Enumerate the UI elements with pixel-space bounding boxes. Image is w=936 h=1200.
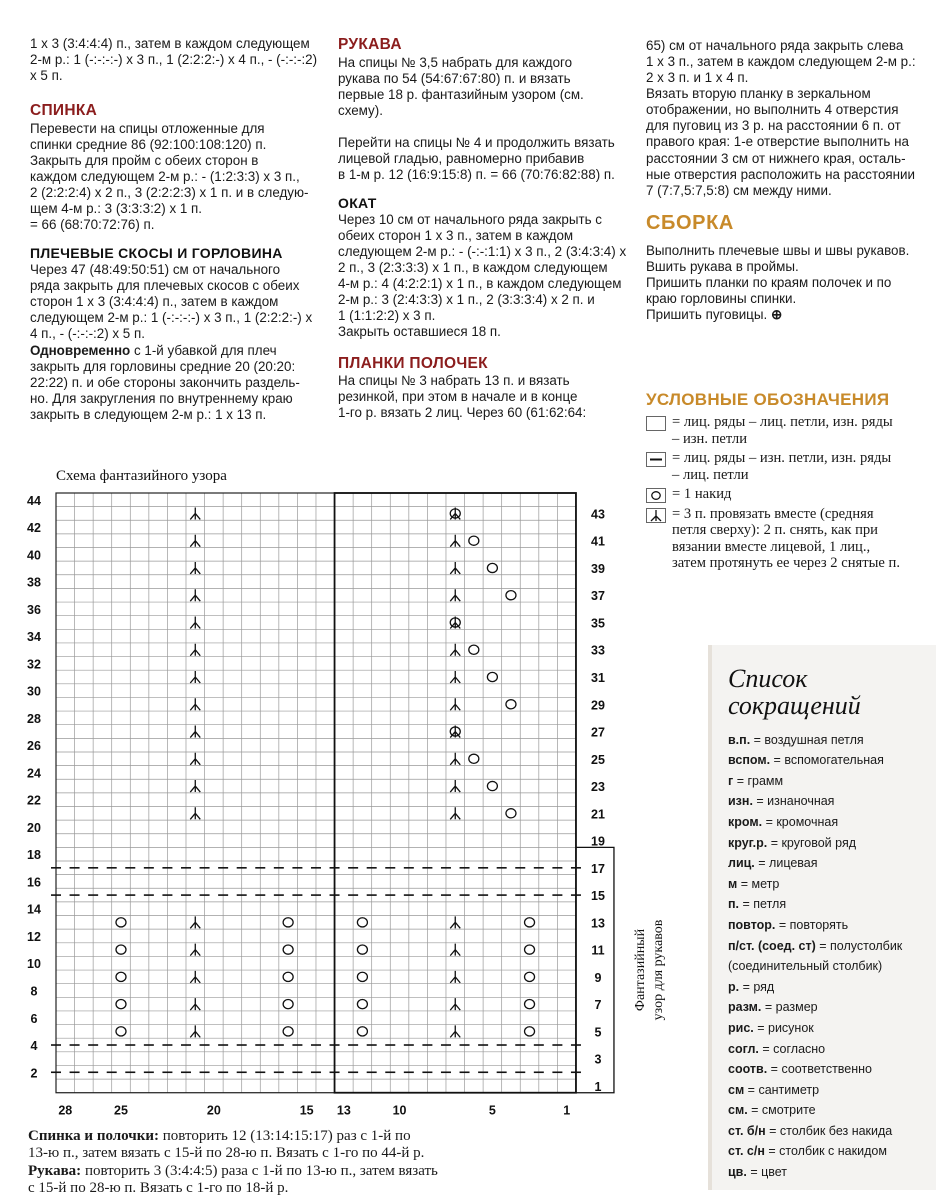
abbreviation-value: = грамм (733, 773, 784, 788)
row-number-left: 34 (27, 630, 41, 645)
yarn-over-mark (283, 1027, 293, 1036)
stitch-number: 20 (206, 1103, 221, 1118)
shoulder-text (30, 262, 330, 423)
text-line: каждом следующем 2-м р.: - (1:2:3:3) х 3 п., (30, 169, 300, 185)
row-number-right: 11 (591, 943, 605, 958)
abbreviation-value: = круговой ряд (767, 835, 857, 850)
yarn-over-mark (357, 1000, 367, 1009)
abbreviation-key: соотв. (728, 1062, 768, 1077)
yarn-over-mark (357, 918, 367, 927)
cap-text (338, 212, 638, 341)
text-line: 22:22) п. и обе стороны закончить раздель- (30, 374, 300, 390)
abbreviation-value: = лицевая (754, 856, 818, 871)
stitch-number: 5 (488, 1103, 496, 1118)
yarn-over-mark (116, 918, 126, 927)
abbreviation-item (728, 1100, 936, 1121)
yarn-over-mark (506, 591, 516, 600)
text-line: 7 (7:7,5:7,5:8) см между ними. (646, 182, 832, 198)
abbreviation-value: = вспомогательная (770, 753, 884, 768)
text-line: 1-го р. вязать 2 лиц. Через 60 (61:62:64: (338, 405, 587, 421)
sleeve-pattern-label (624, 870, 684, 1070)
row-number-right: 19 (591, 834, 605, 849)
text-line: закрыть в следующем 2-м р.: 1 х 13 п. (30, 406, 267, 422)
yarn-over-mark (469, 754, 479, 763)
row-number-right: 9 (594, 970, 602, 985)
abbreviation-value: = ряд (739, 979, 775, 994)
yarn-over-mark (525, 1027, 535, 1036)
stitch-number: 28 (58, 1103, 73, 1118)
text-line (646, 307, 936, 323)
legend-text: петля сверху): 2 п. снять, как при (672, 522, 878, 539)
text-line: правого края: 1-е отверстие выполнить на (646, 134, 909, 150)
cap-heading: ОКАТ (338, 195, 377, 212)
abbreviation-key: цв. (728, 1165, 747, 1180)
note-line: с 15-й по 28-ю п. Вязать с 1-го по 18-й р. (28, 1179, 289, 1196)
abbreviation-item (728, 833, 936, 854)
abbreviation-item (728, 936, 936, 957)
abbreviation-value: = изнаночная (752, 794, 835, 809)
text-line: рукава по 54 (54:67:67:80) п. и вязать (338, 70, 571, 86)
text-line: следующем 2-м р.: - (-:-:1:1) х 3 п., 2 (3:4:3:4) х (338, 244, 627, 260)
yarn-over-mark (283, 1000, 293, 1009)
text-line: Перевести на спицы отложенные для (30, 120, 265, 136)
yarn-over-mark (525, 918, 535, 927)
abbreviation-item (728, 894, 936, 915)
abbreviation-key: см (728, 1082, 745, 1097)
abbreviation-value: = кромочная (762, 814, 839, 829)
title-line: Список (728, 664, 808, 693)
text-run: Пришить пуговицы. (646, 307, 768, 323)
back-heading: СПИНКА (30, 102, 98, 120)
bold-label: Рукава: (28, 1162, 82, 1179)
yarn-over-mark (525, 1000, 535, 1009)
legend-text: – изн. петли (672, 430, 748, 447)
row-number-left: 18 (27, 848, 41, 863)
row-number-left: 38 (27, 575, 41, 590)
abbreviation-item (728, 1039, 936, 1060)
row-number-right: 7 (594, 998, 602, 1013)
bold-label: Спинка и полочки: (28, 1128, 160, 1144)
row-number-right: 17 (591, 861, 605, 876)
text-run: повторить 3 (3:4:4:5) раза с 1-й по 13-ю п., затем вязать (81, 1162, 438, 1179)
abbreviation-key: п/ст. (соед. ст) (728, 938, 816, 953)
row-number-left: 32 (27, 657, 41, 672)
text-line: 1 х 3 п., затем в каждом следующем 2-м р.: (646, 54, 916, 70)
abbreviations-title (728, 665, 936, 720)
row-number-right: 41 (591, 534, 605, 549)
abbreviation-item (728, 1018, 936, 1039)
row-number-left: 42 (27, 521, 41, 536)
abbreviation-key: м (728, 876, 738, 891)
text-line: Выполнить плечевые швы и швы рукавов. (646, 242, 910, 258)
abbreviation-item (728, 853, 936, 874)
note-line (28, 1163, 688, 1180)
abbreviation-key: р. (728, 979, 740, 994)
text-line: Закрыть для пройм с обеих сторон в (30, 152, 259, 168)
text-line: ные отверстия расположить на расстоянии (646, 166, 916, 182)
legend-text: = лиц. ряды – изн. петли, изн. ряды (672, 450, 892, 467)
abbreviation-item (728, 1162, 936, 1183)
row-number-right: 37 (591, 589, 605, 604)
side-label-line-1: Фантазийный (633, 928, 648, 1012)
shoulder-heading: ПЛЕЧЕВЫЕ СКОСЫ И ГОРЛОВИНА (30, 245, 283, 262)
sleeves-text (338, 55, 638, 119)
repeat-notes (28, 1128, 688, 1197)
abbreviation-key: лиц. (728, 856, 755, 871)
abbreviation-key: ст. с/н (728, 1144, 765, 1159)
legend-text: = 3 п. провязать вместе (средняя (672, 505, 874, 522)
text-line: 2 п., 3 (2:3:3:3) х 1 п., в каждом следующем (338, 260, 608, 276)
abbreviations-box (708, 645, 936, 1190)
stitch-number: 1 (563, 1103, 571, 1118)
yarn-over-mark (487, 563, 497, 572)
yarn-over-mark (525, 972, 535, 981)
yarn-over-mark (469, 536, 479, 545)
bands-text (338, 373, 638, 421)
text-line: отображении, но выполнить 4 отверстия (646, 102, 899, 118)
yarn-over-mark (487, 672, 497, 681)
text-line: щем 4-м р.: 3 (3:3:3:2) х 1 п. (30, 201, 202, 217)
legend-text: вязании вместе лицевой, 1 лиц., (672, 538, 871, 555)
text-line: расстоянии 3 см от нижнего края, осталь- (646, 150, 906, 166)
row-number-right: 15 (591, 889, 605, 904)
abbreviation-value: = соответственно (767, 1062, 873, 1077)
blank-square-icon (646, 416, 666, 431)
abbreviation-value: = размер (761, 1000, 818, 1015)
text-line: 2-м р.: 3 (2:4:3:3) х 1 п., 2 (3:3:3:4) х 2 п. и (338, 292, 595, 308)
text-line: х 5 п. (30, 68, 63, 84)
row-number-left: 24 (27, 766, 41, 781)
column-1 (30, 36, 330, 423)
abbreviation-value: = смотрите (747, 1103, 816, 1118)
abbreviation-item (728, 750, 936, 771)
abbreviation-value: = метр (737, 876, 780, 891)
text-line: Закрыть оставшиеся 18 п. (338, 324, 501, 340)
abbreviation-item (728, 1141, 936, 1162)
yarn-over-mark (357, 1027, 367, 1036)
abbreviation-value: = согласно (758, 1041, 826, 1056)
assembly-heading: СБОРКА (646, 211, 734, 234)
row-number-left: 2 (30, 1066, 38, 1081)
text-line: Через 47 (48:49:50:51) см от начального (30, 262, 281, 278)
text-line: Вязать вторую планку в зеркальном (646, 86, 871, 102)
abbreviation-value: = цвет (746, 1165, 788, 1180)
text-line: следующем 2-м р.: 1 (-:-:-:-) х 3 п., 1 (2:2:2:-) х (30, 310, 313, 326)
text-line: 2 (2:2:2:4) х 2 п., 3 (2:2:2:3) х 1 п. и в следую- (30, 185, 309, 201)
yarn-over-mark (116, 945, 126, 954)
stitch-number: 13 (336, 1103, 351, 1118)
bold-word: Одновременно (30, 342, 131, 358)
abbreviation-value: = столбик без накида (765, 1123, 893, 1138)
abbreviation-item (728, 771, 936, 792)
yarn-over-mark (525, 945, 535, 954)
abbreviation-key: разм. (728, 1000, 762, 1015)
row-number-right: 5 (594, 1025, 602, 1040)
text-line: На спицы № 3,5 набрать для каждого (338, 54, 573, 70)
knitting-chart (0, 460, 700, 1118)
text-line: первые 18 р. фантазийным узором (см. (338, 86, 584, 102)
row-number-left: 8 (30, 984, 38, 999)
assembly-text (646, 243, 936, 323)
abbreviation-item (728, 997, 936, 1018)
text-line: схему). (338, 102, 383, 118)
abbreviation-key: согл. (728, 1041, 759, 1056)
yarn-over-mark (506, 809, 516, 818)
abbreviation-key: вспом. (728, 753, 771, 768)
abbreviation-value: = воздушная петля (750, 732, 864, 747)
row-number-right: 25 (591, 752, 605, 767)
abbreviation-value: = повторять (775, 917, 849, 932)
stitch-number: 25 (114, 1103, 128, 1118)
text-line: 1 (1:1:2:2) х 3 п. (338, 308, 436, 324)
intro-text (30, 36, 330, 84)
abbreviation-item (728, 1121, 936, 1142)
legend-text: = 1 накид (672, 486, 732, 503)
sleeves-text-2 (338, 135, 638, 183)
abbreviation-value: = столбик с накидом (764, 1144, 887, 1159)
abbreviation-item (728, 791, 936, 812)
text-line: сторон 1 х 3 (3:4:4:4) п., затем в каждом (30, 294, 279, 310)
abbreviations-list (728, 730, 936, 1183)
text-line: 4 п., - (-:-:-:2) х 5 п. (30, 326, 145, 342)
yarn-over-mark (357, 972, 367, 981)
abbreviation-value: = сантиметр (744, 1082, 820, 1097)
text-line: для пуговиц из 3 р. на расстоянии 6 п. от (646, 118, 901, 134)
yarn-over-mark (487, 781, 497, 790)
abbreviation-key: круг.р. (728, 835, 768, 850)
abbreviation-value: (соединительный столбик) (728, 959, 883, 974)
yarn-over-mark (283, 945, 293, 954)
text-run: с 1-й убавкой для плеч (130, 342, 277, 358)
text-line: На спицы № 3 набрать 13 п. и вязать (338, 373, 570, 389)
abbreviation-key: повтор. (728, 917, 776, 932)
row-number-left: 36 (27, 602, 41, 617)
row-number-left: 40 (27, 548, 41, 563)
legend-text: – лиц. петли (672, 466, 749, 483)
abbreviation-item (728, 1080, 936, 1101)
text-line: но. Для закругления по внутреннему краю (30, 390, 293, 406)
text-line: Пришить планки по краям полочек и по (646, 274, 892, 290)
row-number-left: 28 (27, 711, 41, 726)
abbreviation-item (728, 977, 936, 998)
abbreviation-item (728, 874, 936, 895)
row-number-left: 6 (30, 1011, 38, 1026)
row-number-right: 29 (591, 698, 605, 713)
row-number-right: 3 (594, 1052, 602, 1067)
text-line: ряда закрыть для плечевых скосов с обеих (30, 278, 300, 294)
text-line: закрыть для горловины средние 20 (20:20: (30, 358, 296, 374)
row-number-right: 23 (591, 780, 605, 795)
abbreviation-key: изн. (728, 794, 753, 809)
abbreviation-item (728, 956, 936, 977)
row-number-left: 22 (27, 793, 41, 808)
column-3 (646, 38, 936, 323)
text-line: спинки средние 86 (92:100:108:120) п. (30, 136, 267, 152)
row-number-left: 10 (27, 957, 41, 972)
stitch-number: 10 (392, 1103, 407, 1118)
row-number-left: 12 (27, 929, 41, 944)
text-line: краю горловины спинки. (646, 291, 797, 307)
row-number-left: 30 (27, 684, 41, 699)
text-line: лицевой гладью, равномерно прибавив (338, 150, 585, 166)
row-number-right: 13 (591, 916, 605, 931)
text-line: 4-м р.: 4 (4:2:2:1) х 1 п., в каждом следующем (338, 276, 622, 292)
abbreviation-value: = рисунок (753, 1020, 814, 1035)
text-line (30, 343, 330, 359)
yarn-over-mark (357, 945, 367, 954)
text-run: повторить 12 (13:14:15:17) раз с 1-й по (159, 1128, 411, 1144)
note-line: 13-ю п., затем вязать с 15-й по 28-ю п. Вязать с 1-го по 44-й р. (28, 1145, 425, 1162)
abbreviation-key: в.п. (728, 732, 751, 747)
row-number-right: 31 (591, 671, 605, 686)
back-text (30, 121, 330, 234)
row-number-left: 20 (27, 820, 41, 835)
note-line (28, 1128, 688, 1145)
bands-continued-text (646, 38, 936, 199)
legend-text: затем протянуть ее через 2 снятые п. (672, 555, 900, 572)
legend-text: = лиц. ряды – лиц. петли, изн. ряды (672, 414, 893, 431)
abbreviation-item (728, 915, 936, 936)
row-number-right: 21 (591, 807, 605, 822)
text-line: резинкой, при этом в начале и в конце (338, 389, 578, 405)
row-number-left: 4 (30, 1039, 38, 1054)
abbreviation-key: п. (728, 897, 740, 912)
row-number-right: 1 (594, 1079, 602, 1094)
yarn-over-mark (116, 1027, 126, 1036)
yarn-over-mark (469, 645, 479, 654)
text-line: Через 10 см от начального ряда закрыть с (338, 211, 603, 227)
text-line: 2-м р.: 1 (-:-:-:-) х 3 п., 1 (2:2:2:-) х 4 п., - (-:-:-:2) (30, 52, 318, 68)
title-line: сокращений (728, 691, 861, 721)
text-line: 2 х 3 п. и 1 х 4 п. (646, 70, 749, 86)
row-number-right: 43 (591, 507, 605, 522)
row-number-right: 27 (591, 725, 605, 740)
row-number-right: 39 (591, 561, 605, 576)
text-line: обеих сторон 1 х 3 п., затем в каждом (338, 228, 574, 244)
legend-title: УСЛОВНЫЕ ОБОЗНАЧЕНИЯ (646, 390, 890, 409)
abbreviation-item (728, 730, 936, 751)
abbreviation-value: = петля (739, 897, 787, 912)
yarn-over-mark (116, 1000, 126, 1009)
sleeves-heading: РУКАВА (338, 36, 402, 53)
text-line: 1 х 3 (3:4:4:4) п., затем в каждом следующем (30, 36, 310, 51)
abbreviation-key: ст. б/н (728, 1123, 766, 1138)
row-number-right: 33 (591, 643, 605, 658)
chart-title: Схема фантазийного узора (56, 468, 227, 484)
row-number-right: 35 (591, 616, 605, 631)
row-number-left: 44 (27, 493, 41, 508)
yarn-over-mark (283, 972, 293, 981)
side-label-line-2: узор для рукавов (651, 919, 666, 1021)
row-number-left: 26 (27, 739, 41, 754)
abbreviation-item (728, 812, 936, 833)
yarn-over-mark (283, 918, 293, 927)
text-line: в 1-м р. 12 (16:9:15:8) п. = 66 (70:76:82:88) п. (338, 167, 615, 183)
legend-item-blank (646, 414, 936, 447)
abbreviation-value: = полустолбик (815, 938, 903, 953)
abbreviation-item (728, 1059, 936, 1080)
stitch-number: 15 (299, 1103, 314, 1118)
abbreviation-key: см. (728, 1103, 748, 1118)
bands-heading: ПЛАНКИ ПОЛОЧЕК (338, 354, 488, 372)
abbreviation-key: рис. (728, 1020, 754, 1035)
end-mark-icon: ⊕ (770, 307, 783, 323)
abbreviation-key: кром. (728, 814, 763, 829)
yarn-over-mark (506, 700, 516, 709)
text-line: = 66 (68:70:72:76) п. (30, 217, 155, 233)
row-number-left: 14 (27, 902, 41, 917)
column-2 (338, 22, 638, 421)
abbreviation-key: г (728, 773, 734, 788)
row-number-left: 16 (27, 875, 41, 890)
text-line: Перейти на спицы № 4 и продолжить вязать (338, 134, 615, 150)
yarn-over-mark (116, 972, 126, 981)
text-line: Вшить рукава в проймы. (646, 258, 799, 274)
text-line: 65) см от начального ряда закрыть слева (646, 38, 904, 53)
